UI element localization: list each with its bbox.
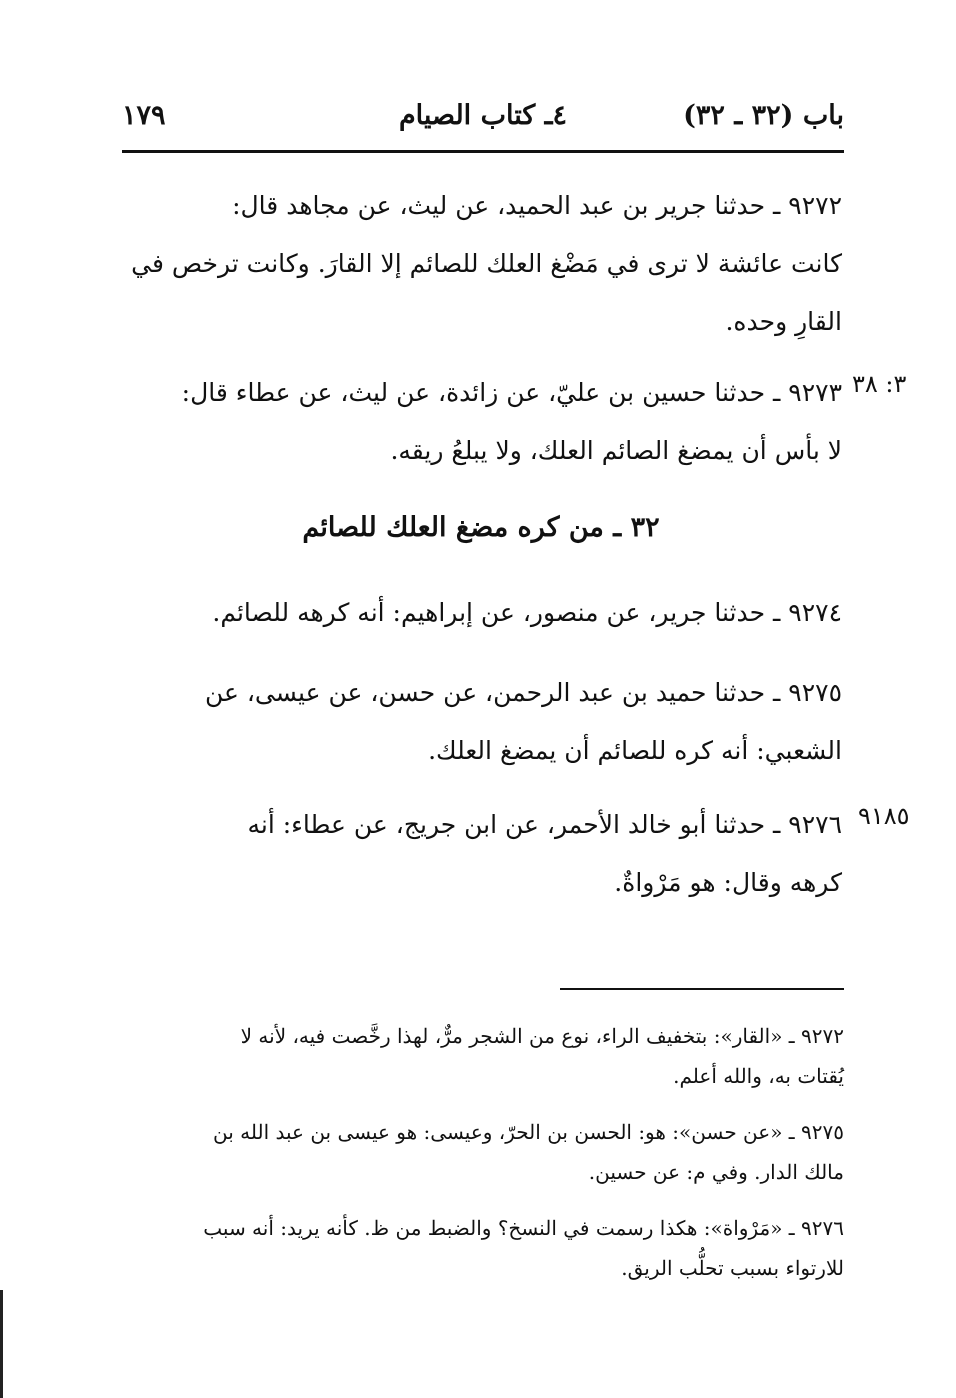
footnote-line: يُقتات به، والله أعلم. xyxy=(673,1064,844,1088)
hadith-9274 xyxy=(120,584,842,642)
hadith-9275 xyxy=(120,664,842,780)
text-line: ٩٢٧٣ ـ حدثنا حسين بن عليّ، عن زائدة، عن ليث، عن عطاء قال: xyxy=(181,378,842,407)
footnote-line: للارتواء بسبب تحلُّب الريق. xyxy=(621,1256,844,1280)
footnote-line: ٩٢٧٦ ـ «مَرْواة»: هكذا رسمت في النسخ؟ والضبط من ظ. كأنه يريد: أنه سبب xyxy=(203,1216,844,1240)
header-rule xyxy=(122,150,844,153)
page-number: ١٧٩ xyxy=(122,100,166,131)
text-line: كرهه وقال: هو مَرْواةٌ. xyxy=(614,868,842,897)
footnote xyxy=(130,1208,844,1288)
hadith-9272 xyxy=(120,177,842,351)
text-line: القارِ وحده. xyxy=(725,307,842,336)
text-line: ٩٢٧٤ ـ حدثنا جرير، عن منصور، عن إبراهيم: أنه كرهه للصائم. xyxy=(212,598,842,627)
footnote-line: مالك الدار. وفي م: عن حسين. xyxy=(588,1160,844,1184)
text-line: الشعبي: أنه كره للصائم أن يمضغ العلك. xyxy=(428,736,842,765)
text-line: ٩٢٧٥ ـ حدثنا حميد بن عبد الرحمن، عن حسن، عن عيسى، عن xyxy=(204,678,842,707)
footnote-line: ٩٢٧٥ ـ «عن حسن»: هو: الحسن بن الحرّ، وعيسى: هو عيسى بن عبد الله بن xyxy=(213,1120,844,1144)
text-line: ٩٢٧٢ ـ حدثنا جرير بن عبد الحميد، عن ليث، عن مجاهد قال: xyxy=(232,191,842,220)
footnote-line: ٩٢٧٢ ـ «القار»: بتخفيف الراء، نوع من الشجر مرٌّ، لهذا رخَّصت فيه، لأنه لا xyxy=(240,1024,844,1048)
running-header xyxy=(122,100,844,150)
footnote xyxy=(130,1016,844,1096)
footnote-rule xyxy=(560,988,844,990)
hadith-9276 xyxy=(120,796,842,912)
chapter-reference: باب (٣٢ ـ ٣٢) xyxy=(683,100,844,131)
text-line: ٩٢٧٦ ـ حدثنا أبو خالد الأحمر، عن ابن جريج، عن عطاء: أنه xyxy=(247,810,842,839)
footnote xyxy=(130,1112,844,1192)
hadith-9273 xyxy=(120,364,842,480)
page-edge-line xyxy=(0,1290,3,1398)
margin-reference: ٩١٨٥ xyxy=(858,802,910,830)
margin-reference: ٣: ٣٨ xyxy=(852,370,907,398)
text-line: كانت عائشة لا ترى في مَضْغ العلك للصائم إلا القارَ. وكانت ترخص في xyxy=(131,249,842,278)
text-line: لا بأس أن يمضغ الصائم العلك، ولا يبلعُ ريقه. xyxy=(390,436,842,465)
book-title: ٤ـ كتاب الصيام xyxy=(398,100,568,131)
section-heading: ٣٢ ـ من كره مضغ العلك للصائم xyxy=(302,512,660,543)
